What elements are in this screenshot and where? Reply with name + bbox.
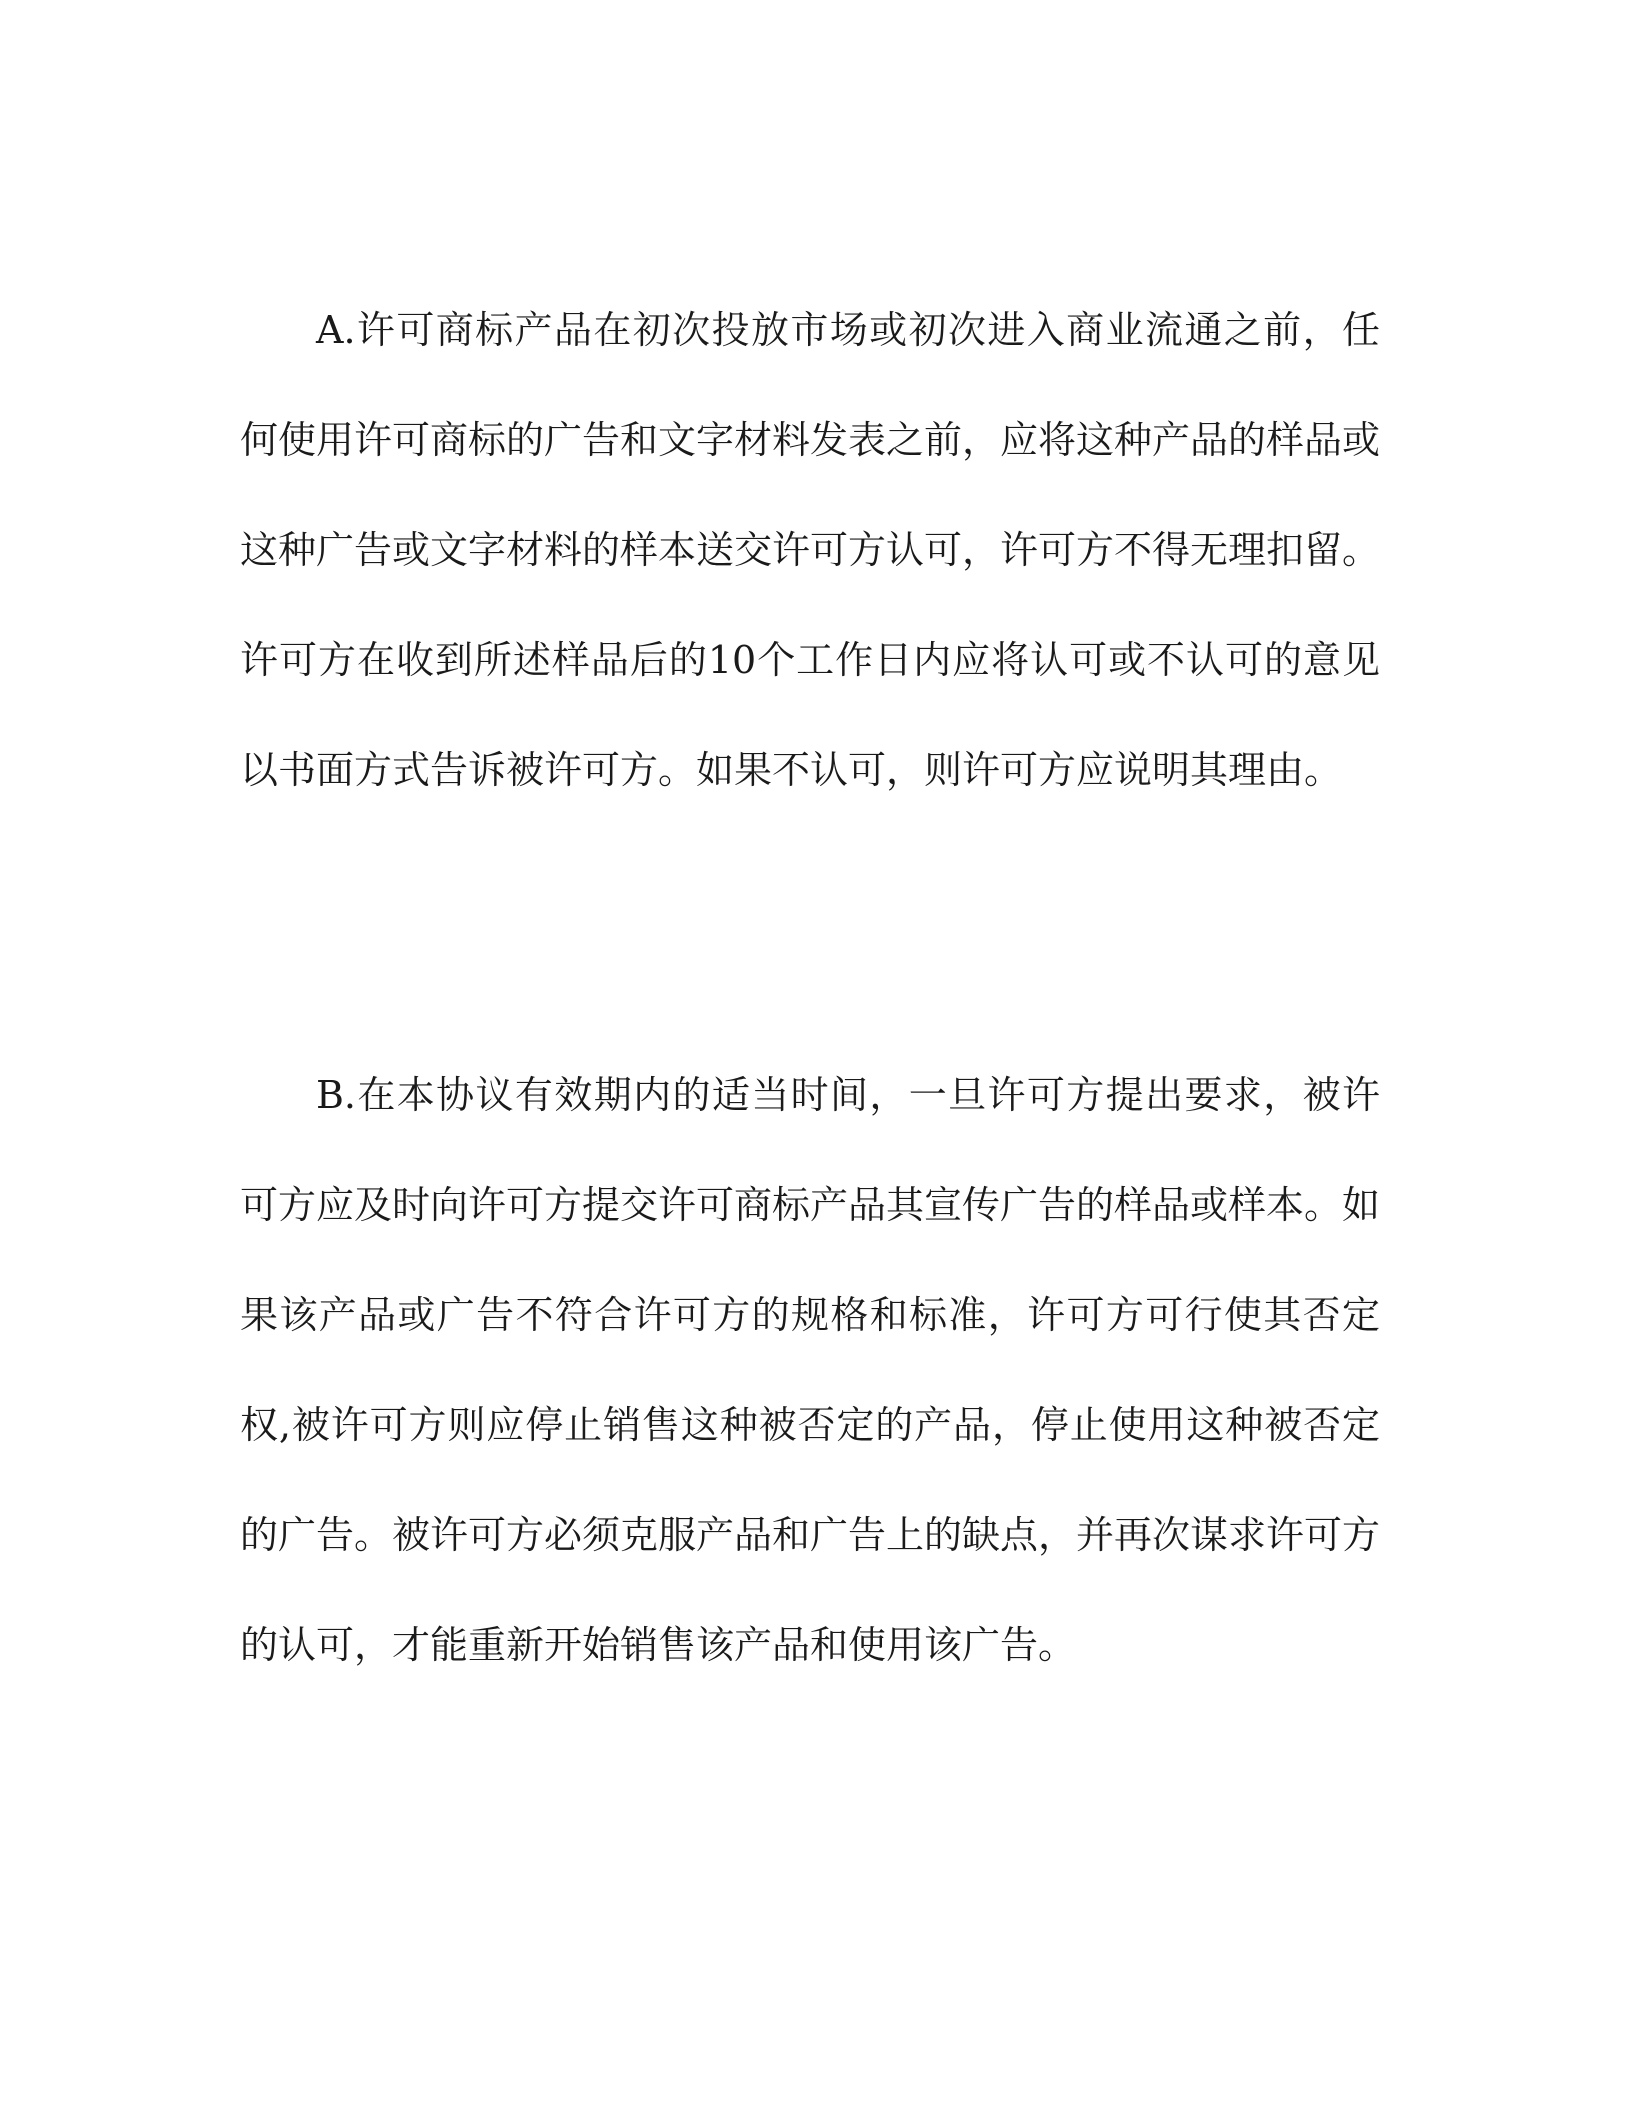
paragraph-b: B.在本协议有效期内的适当时间，一旦许可方提出要求，被许可方应及时向许可方提交许可商标产品其宣传广告的样品或样本。如果该产品或广告不符合许可方的规格和标准，许可方可行使其否定权,被许可方则应停止销售这种被否定的产品，停止使用这种被否定的广告。被许可方必须克服产品和广告上的缺点，并再次谋求许可方的认可，才能重新开始销售该产品和使用该广告。 bbox=[240, 1073, 1381, 1667]
paragraph-a: A.许可商标产品在初次投放市场或初次进入商业流通之前，任何使用许可商标的广告和文字材料发表之前，应将这种产品的样品或这种广告或文字材料的样本送交许可方认可，许可方不得无理扣留。许可方在收到所述样品后的10个工作日内应将认可或不认可的意见以书面方式告诉被许可方。如果不认可，则许可方应说明其理由。 bbox=[240, 308, 1381, 792]
